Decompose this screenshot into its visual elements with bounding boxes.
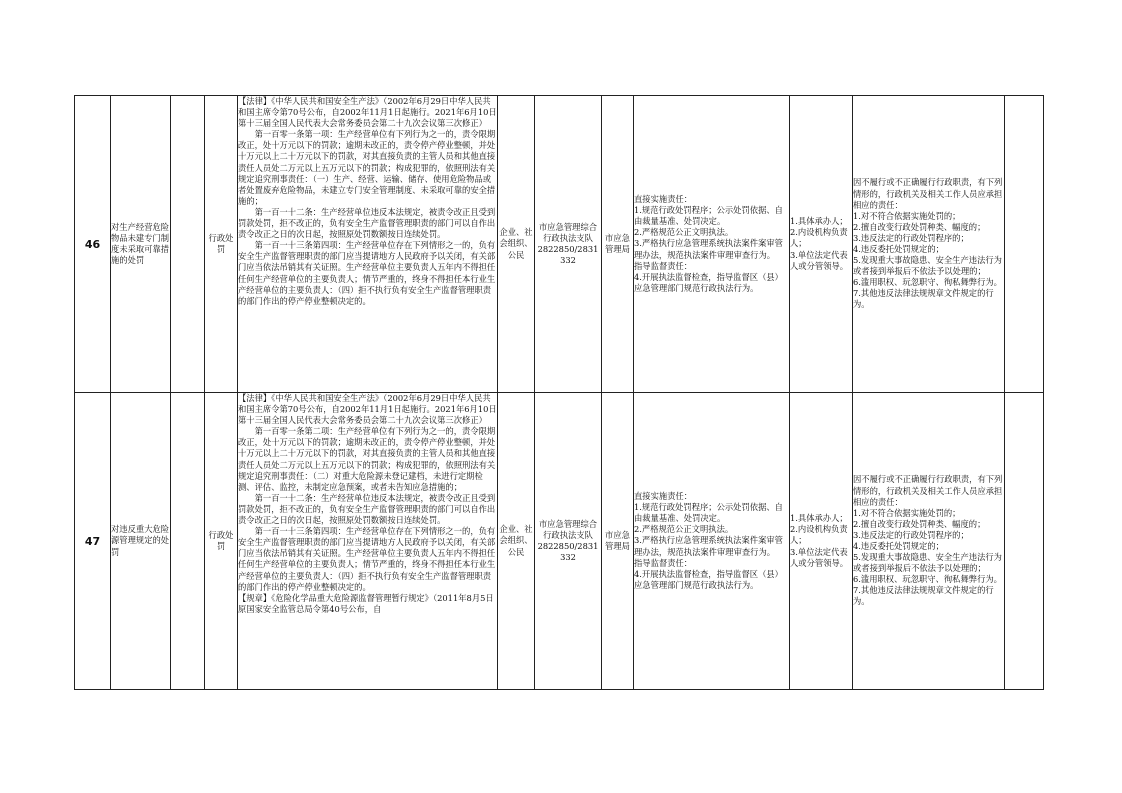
basis-paragraph: 第一百一十二条：生产经营单位违反本法规定，被责令改正且受到罚款处罚，拒不改正的，负有安全生产监督管理职责的部门可以自作出责令改正之日的次日起，按照原处罚数额按日连续处罚。	[238, 492, 496, 526]
basis-paragraph: 【规章】《危险化学品重大危险源监督管理暂行规定》（2011年8月5日原国家安全监管总局令第40号公布，自	[238, 592, 494, 614]
responsibility-items: 直接实施责任： 1.规范行政处罚程序；公示处罚依据、自由裁量基准、处罚决定。 2.严格规范公正文明执法。 3.严格执行应急管理系统执法案件案审管理办法，规范执法案件审理审查行为。 指导监督责任： 4.开展执法监督检查，指导监督区（县）应急管理部门规范行政执法行为。	[634, 393, 790, 690]
item-category: 行政处罚	[205, 96, 238, 393]
basis-paragraph: 【法律】《中华人民共和国安全生产法》（2002年6月29日中华人民共和国主席令第70号公布，自2002年11月1日起施行。2021年6月10日第十三届全国人民代表大会常务委员会第二十九次会议第三次修正）	[238, 393, 497, 426]
basis-paragraph: 第一百一十二条：生产经营单位违反本法规定，被责令改正且受到罚款处罚，拒不改正的，负有安全生产监督管理职责的部门可以自作出责令改正之日的次日起，按照原处罚数额按日连续处罚。	[238, 206, 496, 240]
responsible-department: 市应急管理局	[602, 96, 634, 393]
power-list-table	[74, 95, 1044, 690]
table-row	[75, 393, 1044, 690]
row-number: 46	[75, 96, 111, 393]
responsible-department: 市应急管理局	[602, 393, 634, 690]
basis-paragraph: 第一百零一条第一项：生产经营单位有下列行为之一的，责令限期改正，处十万元以下的罚款；逾期未改正的，责令停产停业整顿，并处十万元以上二十万元以下的罚款，对其直接负责的主管人员和其他直接责任人员处二万元以上五万元以下的罚款；构成犯罪的，依照刑法有关规定追究刑事责任：（一）生产、经营、运输、储存、使用危险物品或者处置废弃危险物品，未建立专门安全管理制度、未采取可靠的安全措施的；	[238, 129, 496, 206]
enforcement-unit	[535, 96, 602, 393]
contact-phone: 2822850/2831332	[537, 244, 599, 266]
legal-basis	[238, 393, 498, 690]
accountability: 因不履行或不正确履行行政职责，有下列情形的，行政机关及相关工作人员应承担相应的责任： 1.对不符合依据实施处罚的； 2.擅自改变行政处罚种类、幅度的； 3.违反法定的行政处罚程序的； 4.违反委托处罚规定的； 5.发现重大事故隐患、安全生产违法行为或者接到举报后不依法予以处理的； 6.滥用职权、玩忽职守、徇私舞弊行为。 7.其他违反法律法规规章文件规定的行为。	[853, 96, 1005, 393]
enforcement-unit	[535, 393, 602, 690]
item-name: 对违反重大危险源管理规定的处罚	[111, 393, 171, 690]
remark	[1005, 393, 1044, 690]
subject: 企业、社会组织、公民	[498, 393, 535, 690]
remark	[1005, 96, 1044, 393]
unit-name: 市应急管理综合行政执法支队	[538, 221, 598, 243]
basis-paragraph: 第一百一十三条第四项：生产经营单位存在下列情形之一的，负有安全生产监督管理职责的部门应当提请地方人民政府予以关闭，有关部门应当依法吊销其有关证照。生产经营单位主要负责人五年内不得担任任何生产经营单位的主要负责人；情节严重的，终身不得担任本行业生产经营单位的主要负责人：（四）拒不执行负有安全生产监督管理职责的部门作出的停产停业整顿决定的。	[238, 240, 496, 306]
item-category: 行政处罚	[205, 393, 238, 690]
subject: 企业、社会组织、公民	[498, 96, 535, 393]
contact-phone: 2822850/2831332	[537, 541, 599, 563]
basis-paragraph: 第一百零一条第二项：生产经营单位有下列行为之一的，责令限期改正，处十万元以下的罚款；逾期未改正的，责令停产停业整顿，并处十万元以上二十万元以下的罚款，对其直接负责的主管人员和其他直接责任人员处二万元以上五万元以下的罚款；构成犯罪的，依照刑法有关规定追究刑事责任：（二）对重大危险源未登记建档，未进行定期检测、评估、监控，未制定应急预案，或者未告知应急措施的；	[238, 426, 496, 492]
basis-paragraph: 第一百一十三条第四项：生产经营单位存在下列情形之一的，负有安全生产监督管理职责的部门应当提请地方人民政府予以关闭，有关部门应当依法吊销其有关证照。生产经营单位主要负责人五年内不得担任任何生产经营单位的主要负责人；情节严重的，终身不得担任本行业生产经营单位的主要负责人：（四）拒不执行负有安全生产监督管理职责的部门作出的停产停业整顿决定的。	[238, 526, 496, 592]
responsibility-items: 直接实施责任： 1.规范行政处罚程序；公示处罚依据、自由裁量基准、处罚决定。 2.严格规范公正文明执法。 3.严格执行应急管理系统执法案件案审管理办法，规范执法案件审理审查行为。 指导监督责任： 4.开展执法监督检查，指导监督区（县）应急管理部门规范行政执法行为。	[634, 96, 790, 393]
responsible-person: 1.具体承办人； 2.内设机构负责人； 3.单位法定代表人或分管领导。	[790, 393, 853, 690]
legal-basis	[238, 96, 498, 393]
accountability: 因不履行或不正确履行行政职责，有下列情形的，行政机关及相关工作人员应承担相应的责任： 1.对不符合依据实施处罚的； 2.擅自改变行政处罚种类、幅度的； 3.违反法定的行政处罚程序的； 4.违反委托处罚规定的； 5.发现重大事故隐患、安全生产违法行为或者接到举报后不依法予以处理的； 6.滥用职权、玩忽职守、徇私舞弊行为。 7.其他违反法律法规规章文件规定的行为。	[853, 393, 1005, 690]
row-number: 47	[75, 393, 111, 690]
sub-item-cell	[171, 393, 205, 690]
table-row	[75, 96, 1044, 393]
sub-item-cell	[171, 96, 205, 393]
responsible-person: 1.具体承办人； 2.内设机构负责人； 3.单位法定代表人或分管领导。	[790, 96, 853, 393]
item-name: 对生产经营危险物品未建专门制度未采取可靠措施的处罚	[111, 96, 171, 393]
basis-paragraph: 【法律】《中华人民共和国安全生产法》（2002年6月29日中华人民共和国主席令第70号公布，自2002年11月1日起施行。2021年6月10日第十三届全国人民代表大会常务委员会第二十九次会议第三次修正）	[238, 96, 497, 129]
unit-name: 市应急管理综合行政执法支队	[538, 518, 598, 540]
